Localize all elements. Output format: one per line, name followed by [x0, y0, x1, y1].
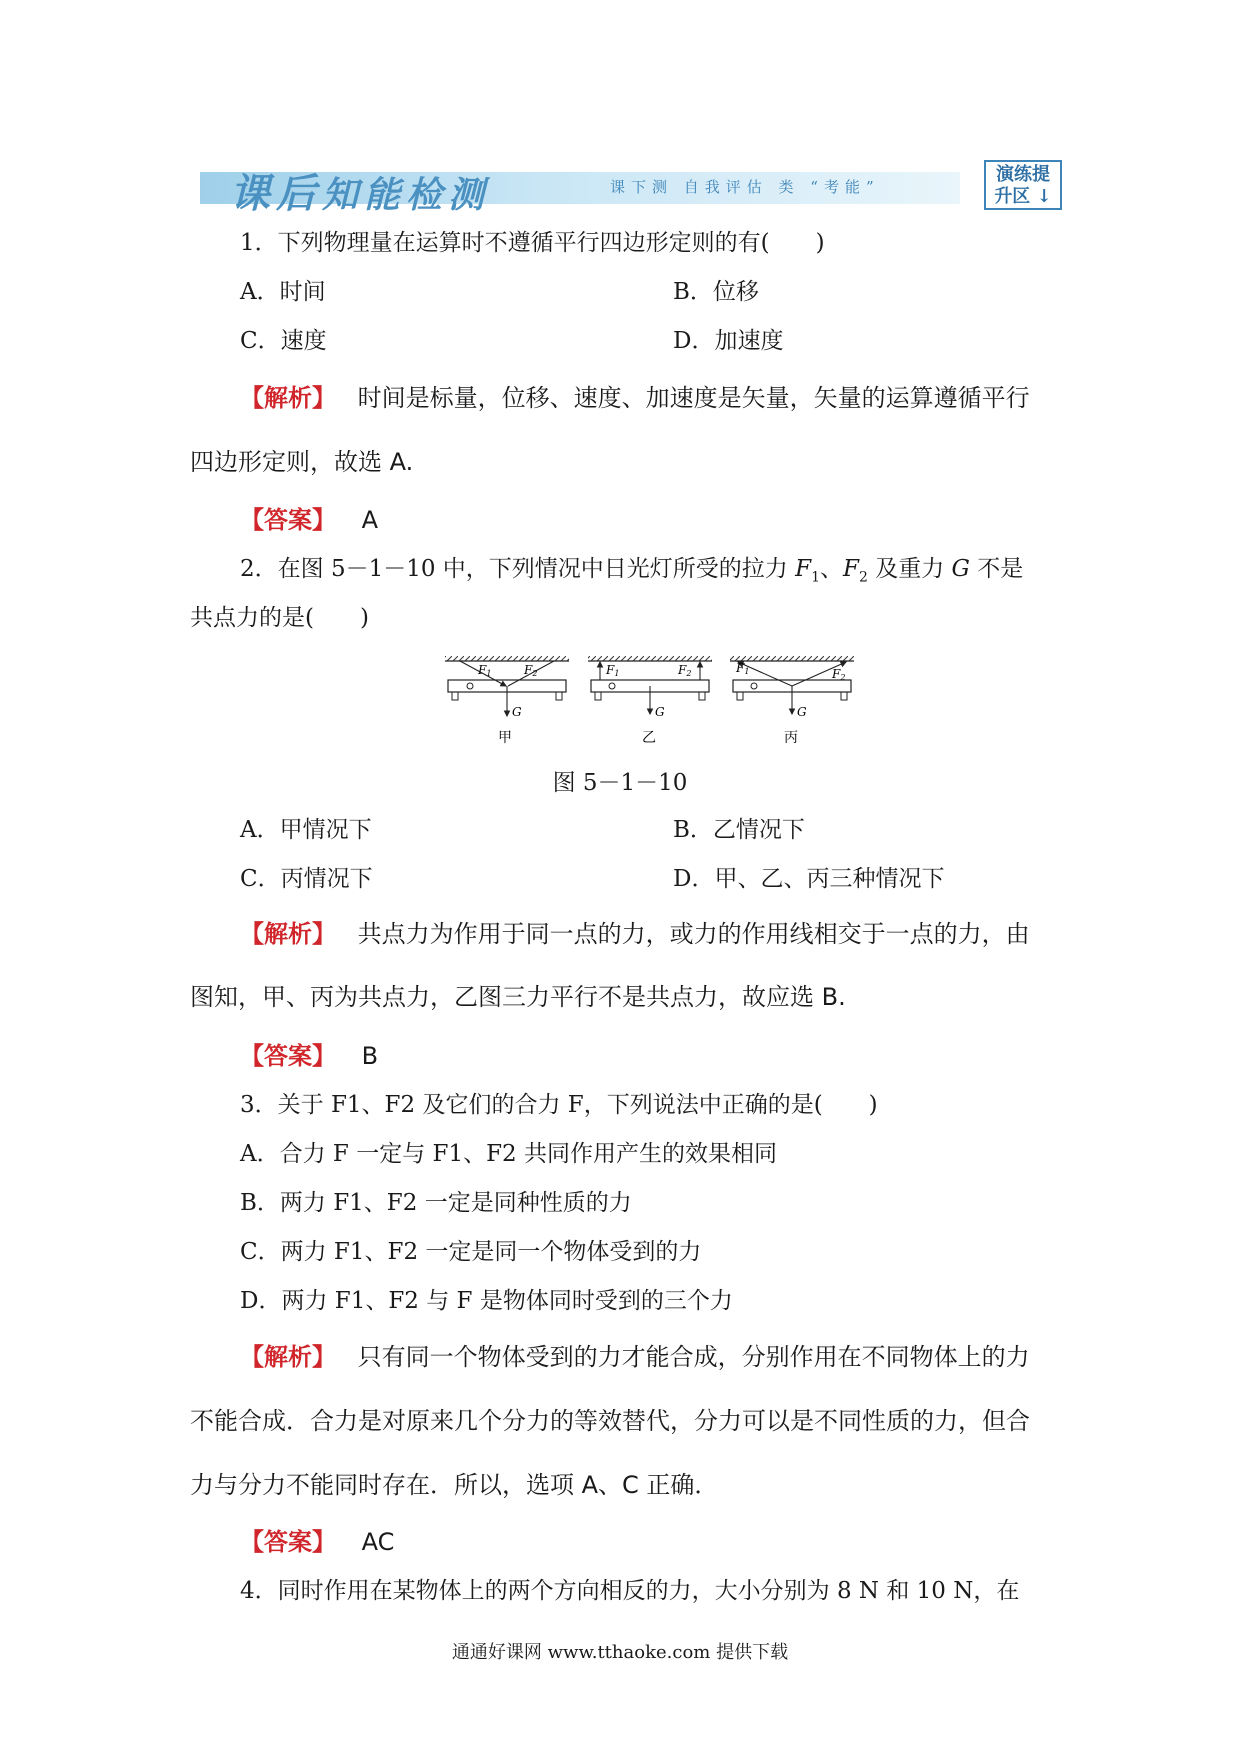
banner-badge[interactable] — [984, 160, 1062, 210]
diagram-yi — [588, 656, 712, 746]
label-bing: 丙 — [784, 730, 798, 746]
label-f1: F1 — [478, 663, 492, 678]
q2-analysis-line1: 【解析】 共点力为作用于同一点的力，或力的作用线相交于一点的力，由 — [240, 920, 1030, 948]
q2-option-a: A．甲情况下 — [240, 817, 372, 843]
q2-option-b: B．乙情况下 — [673, 817, 805, 843]
label-jia: 甲 — [498, 730, 512, 746]
answer-tag: 【答案】 — [240, 506, 336, 534]
q3-option-b: B．两力 F1、F2 一定是同种性质的力 — [240, 1190, 632, 1216]
diagram-jia — [445, 656, 569, 746]
badge-line2: 升区 ↓ — [994, 186, 1052, 207]
q2-answer: 【答案】 B — [240, 1042, 379, 1070]
q2-option-c: C．丙情况下 — [240, 866, 373, 892]
analysis-tag: 【解析】 — [240, 1343, 336, 1371]
label-g: G — [797, 705, 807, 719]
analysis-tag: 【解析】 — [240, 384, 336, 412]
label-f2: F2 — [678, 663, 692, 678]
q1-option-a: A．时间 — [240, 279, 326, 305]
q2-stem-line2: 共点力的是( ) — [190, 605, 369, 631]
page-footer: 通通好课网 www.tthaoke.com 提供下载 — [451, 1642, 789, 1663]
q3-analysis-line1: 【解析】 只有同一个物体受到的力才能合成，分别作用在不同物体上的力 — [240, 1343, 1030, 1371]
banner-title-part2: 知能检测 — [322, 174, 491, 216]
section-banner — [200, 158, 1062, 217]
q3-option-d: D．两力 F1、F2 与 F 是物体同时受到的三个力 — [240, 1288, 733, 1314]
q3-option-a: A．合力 F 一定与 F1、F2 共同作用产生的效果相同 — [240, 1141, 777, 1167]
q3-analysis-line2: 不能合成．合力是对原来几个分力的等效替代，分力可以是不同性质的力，但合 — [190, 1407, 1030, 1435]
badge-line1: 演练提 — [996, 164, 1050, 185]
force-diagram-figure — [440, 650, 860, 750]
banner-title — [230, 162, 490, 219]
q2-stem-line1: 2．在图 5－1－10 中，下列情况中日光灯所受的拉力 $F_1$、$F_2$ 及重力 G 不是 — [240, 556, 1024, 586]
q2-analysis-line2: 图知，甲、丙为共点力，乙图三力平行不是共点力，故应选 B. — [190, 983, 846, 1011]
q1-stem: 1．下列物理量在运算时不遵循平行四边形定则的有( ) — [240, 230, 825, 256]
label-yi: 乙 — [642, 730, 656, 746]
diagram-bing — [730, 656, 854, 746]
label-g: G — [655, 705, 665, 719]
q3-stem: 3．关于 F1、F2 及它们的合力 F，下列说法中正确的是( ) — [240, 1092, 878, 1118]
label-g: G — [512, 705, 522, 719]
q4-stem: 4．同时作用在某物体上的两个方向相反的力，大小分别为 8 N 和 10 N，在 — [240, 1578, 1020, 1604]
answer-tag: 【答案】 — [240, 1528, 336, 1556]
label-f2: F2 — [832, 667, 846, 682]
banner-subtitle: 课下测 自我评估 类 “考能” — [610, 178, 880, 196]
q1-option-d: D．加速度 — [673, 328, 784, 354]
label-f2: F2 — [524, 663, 538, 678]
q1-answer: 【答案】 A — [240, 506, 379, 534]
q1-analysis-line1: 【解析】 时间是标量，位移、速度、加速度是矢量，矢量的运算遵循平行 — [240, 384, 1030, 412]
q3-option-c: C．两力 F1、F2 一定是同一个物体受到的力 — [240, 1239, 702, 1265]
figure-caption: 图 5－1－10 — [552, 770, 688, 796]
banner-title-part1: 课后 — [230, 170, 322, 217]
down-arrow-icon: ↓ — [1036, 186, 1052, 207]
q3-analysis-line3: 力与分力不能同时存在．所以，选项 A、C 正确． — [190, 1471, 719, 1499]
q1-analysis-line2: 四边形定则，故选 A. — [190, 448, 414, 476]
q3-answer: 【答案】 AC — [240, 1528, 395, 1556]
q1-option-b: B．位移 — [673, 279, 759, 305]
answer-tag: 【答案】 — [240, 1042, 336, 1070]
q2-option-d: D．甲、乙、丙三种情况下 — [673, 866, 945, 892]
label-f1: F1 — [606, 663, 620, 678]
q1-option-c: C．速度 — [240, 328, 327, 354]
label-f1: F1 — [736, 661, 750, 676]
analysis-tag: 【解析】 — [240, 920, 336, 948]
